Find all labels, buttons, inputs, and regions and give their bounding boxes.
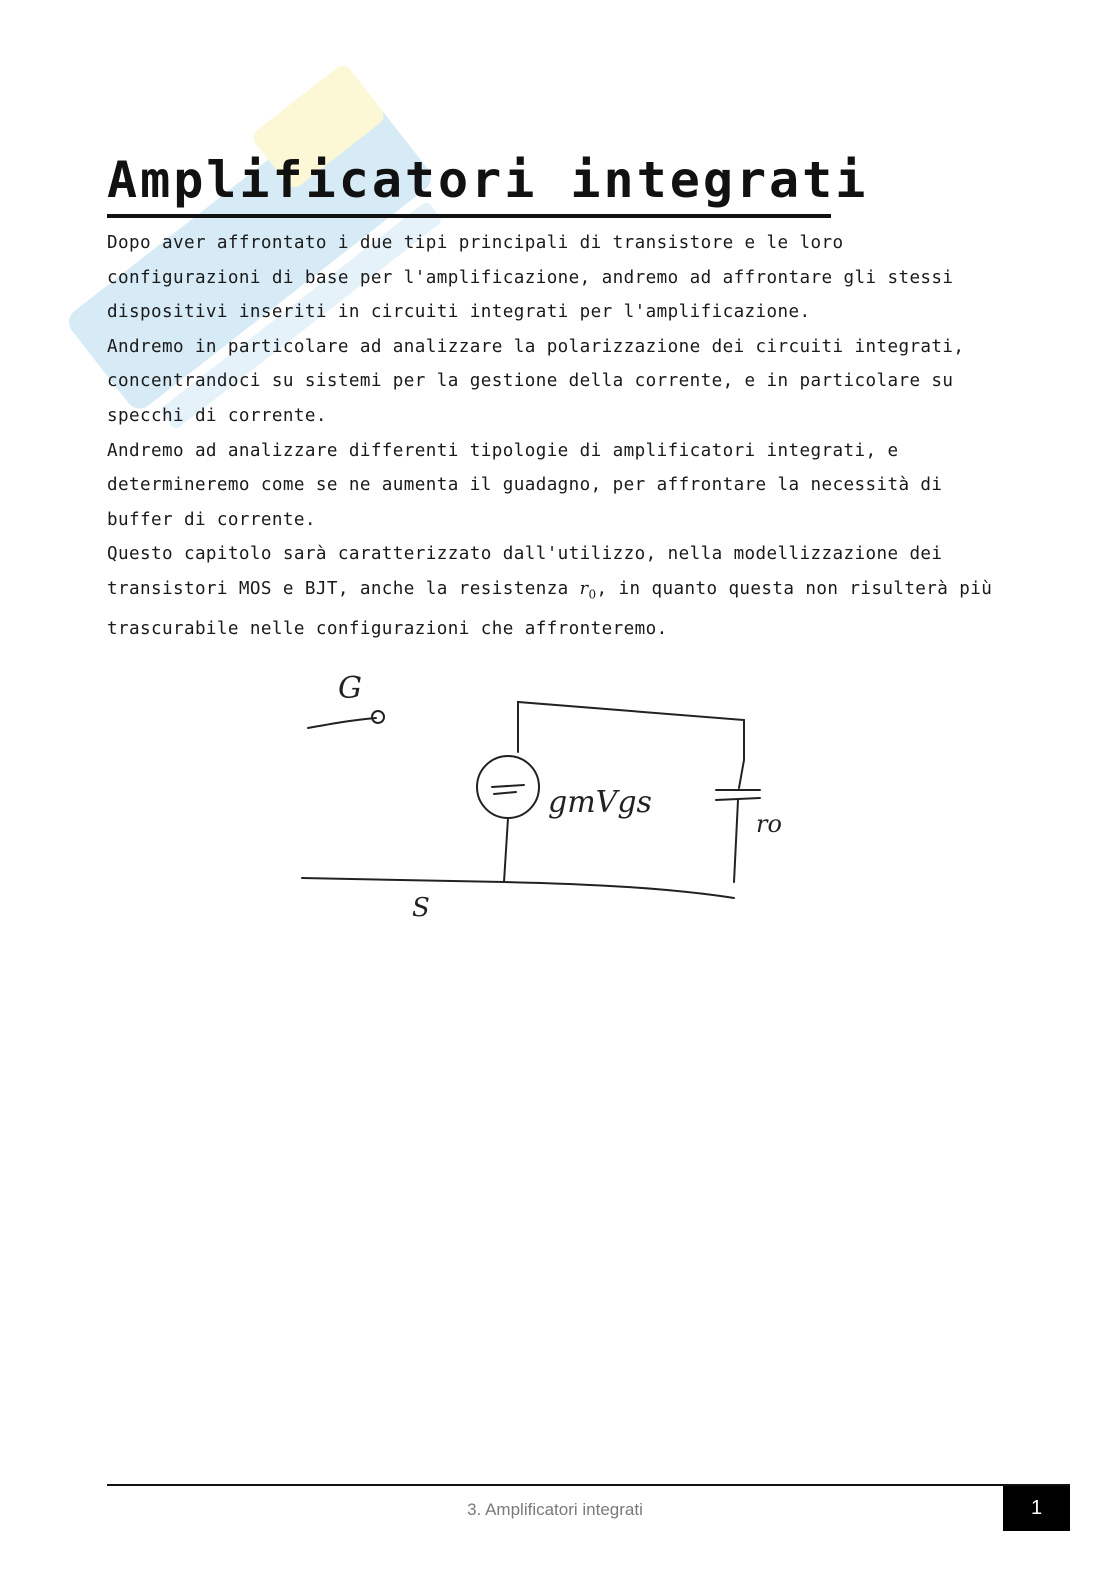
page-title: Amplificatori integrati (107, 151, 869, 209)
page-number: 1 (1030, 1497, 1043, 1519)
generator-label: gmVgs (548, 785, 652, 820)
footer-rule (107, 1484, 1070, 1486)
paragraph-amplifiers: Andremo ad analizzare differenti tipologie di amplificatori integrati, e determineremo come se ne aumenta il guadagno, per affrontare la necessità di buffer di corrente. (107, 440, 943, 530)
generator-arrow (492, 785, 524, 794)
math-subscript: 0 (588, 587, 597, 602)
paragraph-chapter-note-end: , in quanto questa non risulterà più trascurabile nelle configurazioni che affronteremo. (107, 578, 993, 640)
resistor-plates (716, 790, 760, 800)
math-r0 (579, 578, 597, 602)
title-underline (107, 214, 831, 218)
resistor-label: ro (756, 810, 782, 838)
resistor-lead (734, 800, 738, 882)
bottom-wire (302, 878, 734, 898)
top-wire (518, 702, 744, 788)
math-r: r (579, 578, 589, 599)
gate-wire (308, 718, 376, 728)
paragraph-chapter-note (107, 537, 1007, 646)
gate-terminal (372, 711, 384, 723)
circuit-sketch (290, 660, 820, 930)
footer-chapter-label: 3. Amplificatori integrati (467, 1500, 643, 1519)
paragraph-chapter-note-start: Questo capitolo sarà caratterizzato dall'utilizzo, nella modellizzazione dei transistori MOS e BJT, anche la resistenza (107, 544, 943, 599)
gate-label: G (338, 671, 362, 706)
source-label: S (412, 893, 430, 923)
page-number-box (1003, 1486, 1070, 1531)
paragraph-polarization: Andremo in particolare ad analizzare la polarizzazione dei circuiti integrati, concentrandoci su sistemi per la gestione della corrente, e in particolare su specchi di corrente. (107, 336, 965, 426)
generator-lead (504, 818, 508, 882)
paragraph-intro: Dopo aver affrontato i due tipi principali di transistore e le loro configurazioni di base per l'amplificazione, andremo ad affrontare gli stessi dispositivi inseriti in circuiti integrati per l'amplificazione. (107, 233, 954, 323)
body-text (107, 226, 1007, 647)
